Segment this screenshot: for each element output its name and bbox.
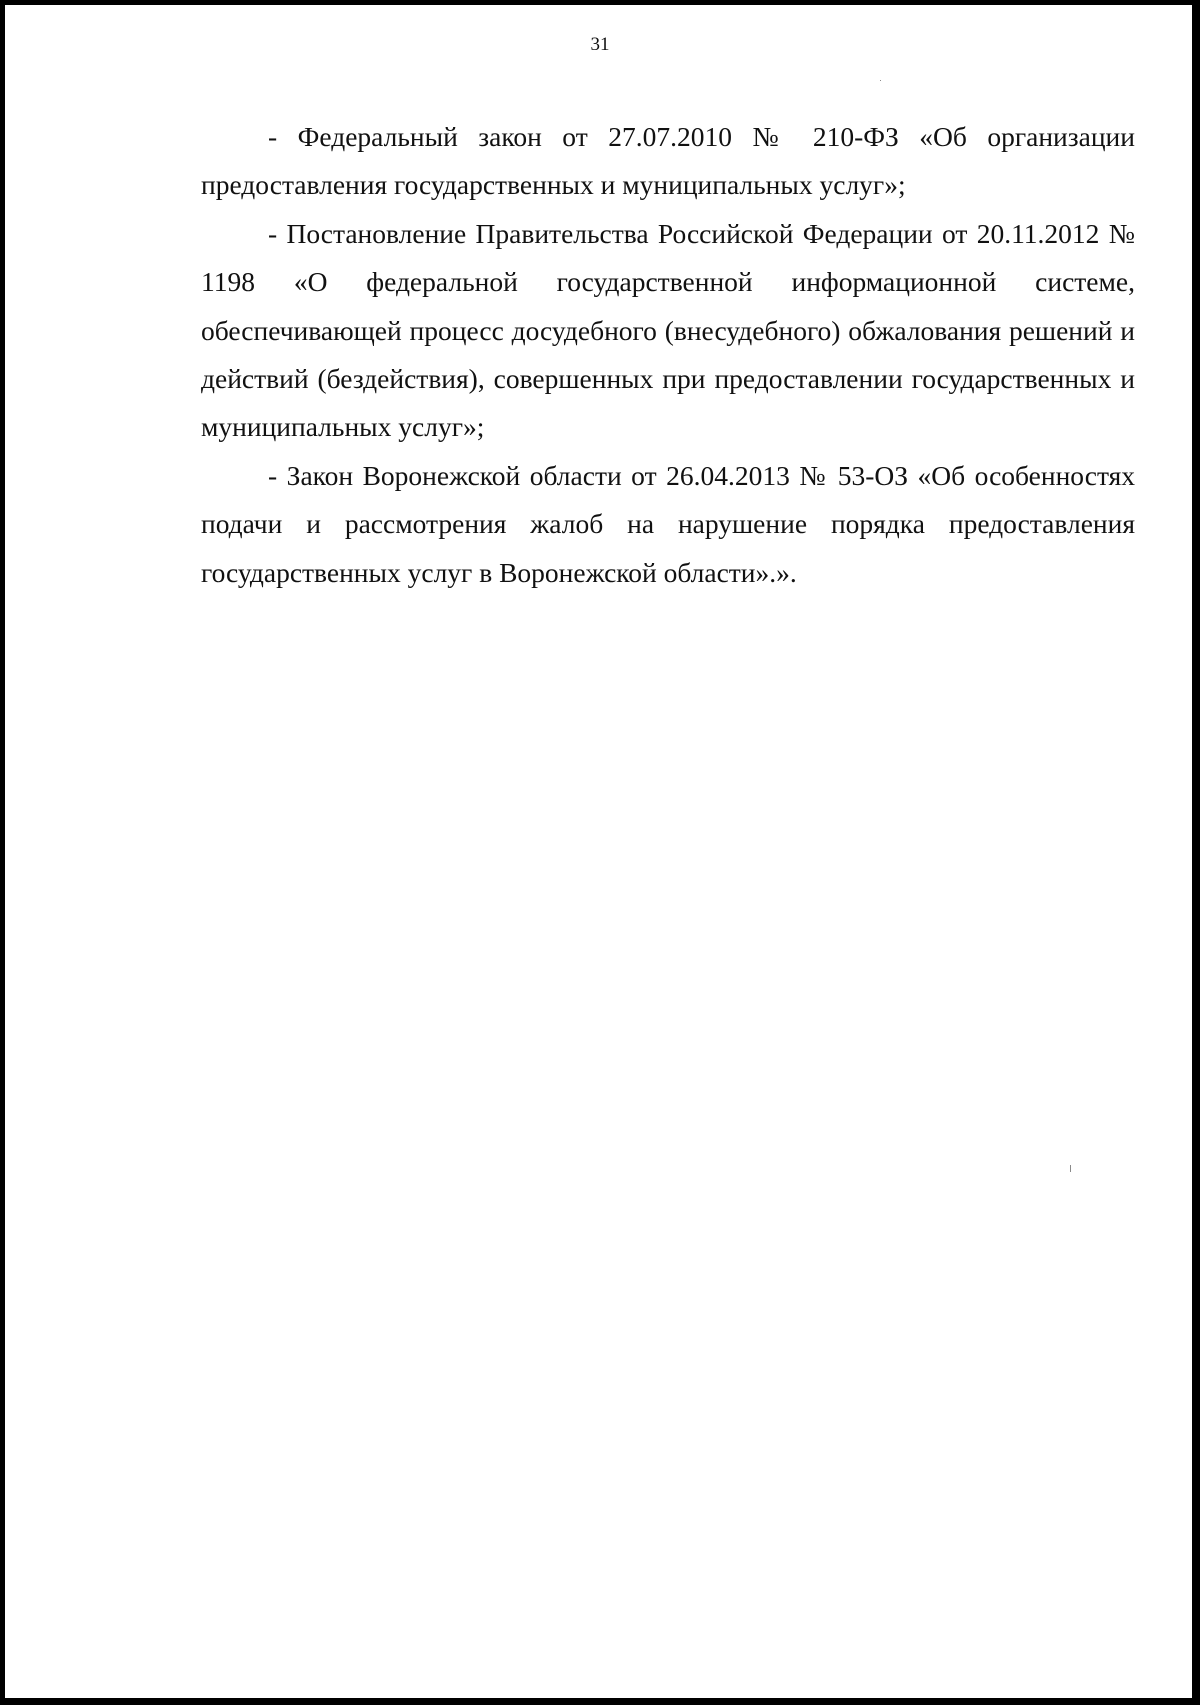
paragraph-government-decree: - Постановление Правительства Российской Федерации от 20.11.2012 № 1198 «О федеральной государственной информационной системе, обеспечивающей процесс досудебного (внесудебного) обжалования решений и действий (бездействия), совершенных при предоставлении государственных и муниципальных услуг»;: [201, 217, 1135, 443]
document-body: [201, 113, 1135, 597]
page-number: 31: [590, 34, 610, 55]
paragraph-federal-law: - Федеральный закон от 27.07.2010 № 210-ФЗ «Об организации предоставления государственных и муниципальных услуг»;: [201, 121, 1135, 201]
scan-speck: [1070, 1165, 1071, 1172]
scan-speck: [880, 80, 881, 81]
paragraph-regional-law: - Закон Воронежской области от 26.04.2013 № 53-ОЗ «Об особенностях подачи и рассмотрения жалоб на нарушение порядка предоставления государственных услуг в Воронежской области».».: [201, 459, 1135, 588]
